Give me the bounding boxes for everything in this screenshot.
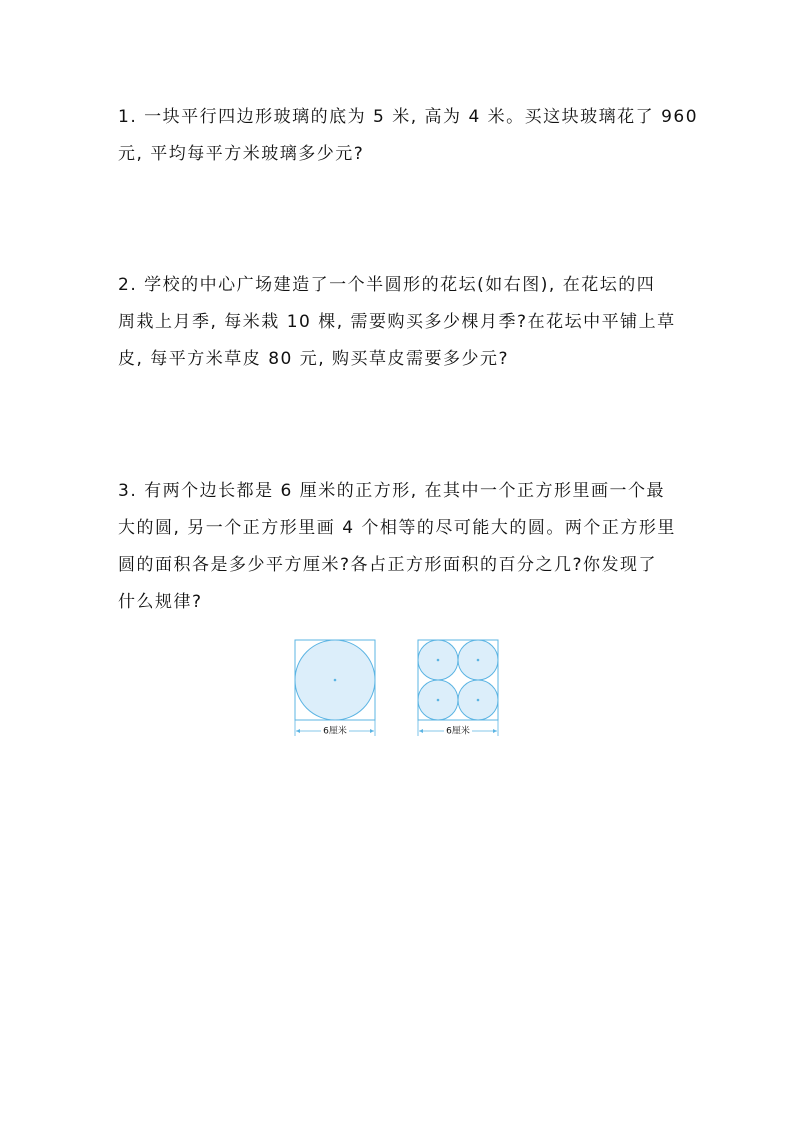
right-arrow-r: [493, 729, 497, 733]
left-arrow-r: [370, 729, 374, 733]
problem-1-line-2: 元, 平均每平方米玻璃多少元?: [118, 144, 365, 164]
left-dim-label: 6厘米: [323, 726, 347, 737]
problem-1: [118, 99, 699, 173]
right-dot-top-right: [477, 659, 480, 662]
problem-1-line-1: 1. 一块平行四边形玻璃的底为 5 米, 高为 4 米。买这块玻璃花了 960: [118, 107, 699, 127]
left-center-dot: [334, 679, 337, 682]
problem-2-line-2: 周栽上月季, 每米栽 10 棵, 需要购买多少棵月季?在花坛中平铺上草: [118, 312, 676, 332]
right-arrow-l: [419, 729, 423, 733]
right-dot-bottom-right: [477, 699, 480, 702]
right-dot-bottom-left: [437, 699, 440, 702]
problem-3-line-3: 圆的面积各是多少平方厘米?各占正方形面积的百分之几?你发现了: [118, 555, 658, 575]
figure-four-circles: [418, 640, 498, 737]
problem-3-line-2: 大的圆, 另一个正方形里画 4 个相等的尽可能大的圆。两个正方形里: [118, 518, 676, 538]
problem-2: [118, 267, 678, 378]
right-dim-label: 6厘米: [446, 726, 470, 737]
problem-3-line-4: 什么规律?: [118, 592, 203, 612]
problem-3: [118, 473, 678, 621]
figures-svg: [288, 632, 508, 742]
figure-one-circle: [295, 640, 375, 737]
problem-3-line-1: 3. 有两个边长都是 6 厘米的正方形, 在其中一个正方形里画一个最: [118, 481, 666, 501]
right-dot-top-left: [437, 659, 440, 662]
problem-2-line-1: 2. 学校的中心广场建造了一个半圆形的花坛(如右图), 在花坛的四: [118, 275, 656, 295]
left-arrow-l: [296, 729, 300, 733]
problem-2-line-3: 皮, 每平方米草皮 80 元, 购买草皮需要多少元?: [118, 349, 510, 369]
square-circle-figures: [288, 632, 508, 742]
